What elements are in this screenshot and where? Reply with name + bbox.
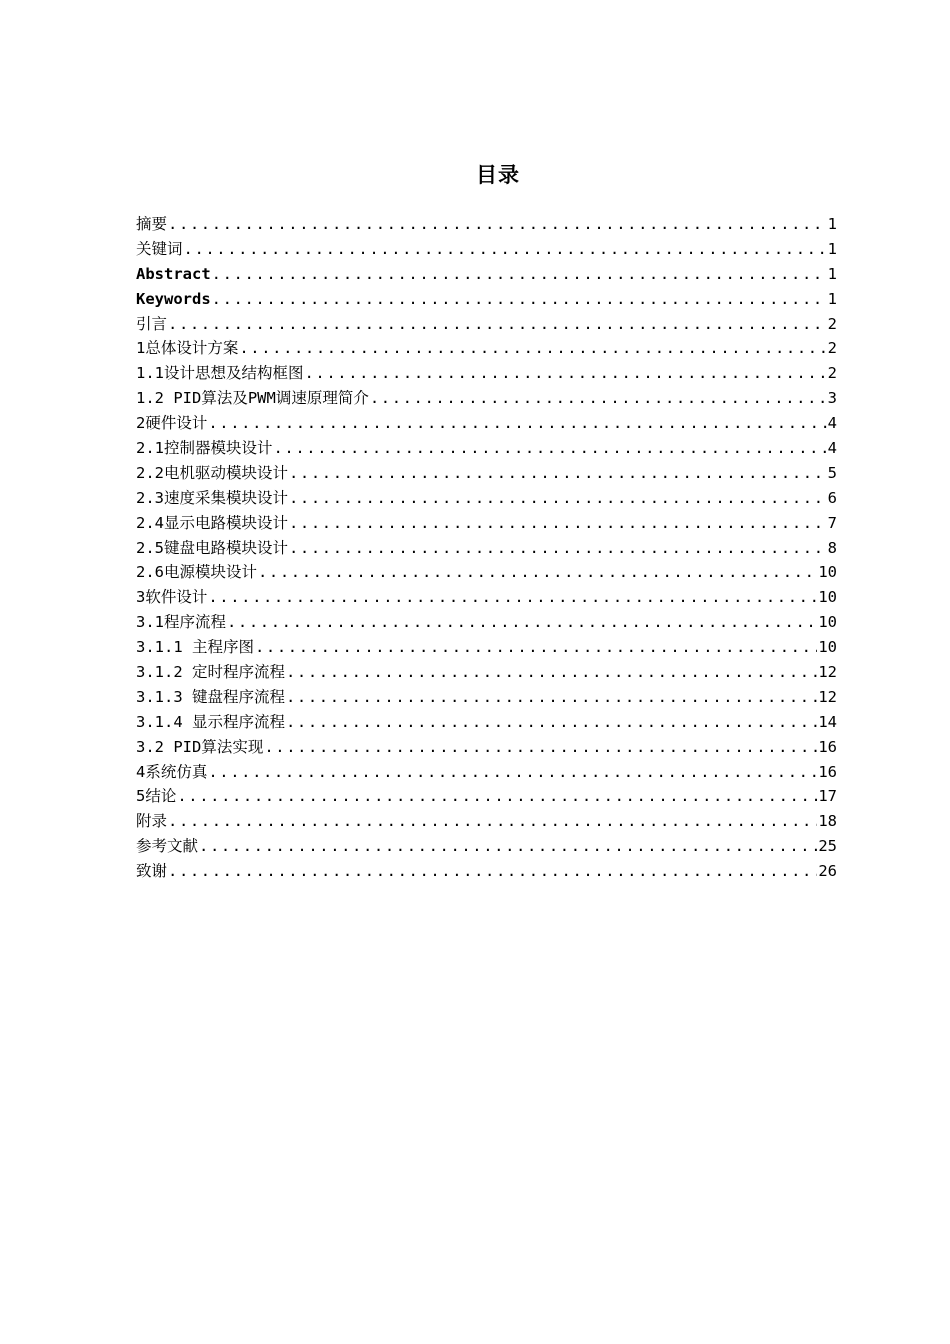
toc-entry-label: 1总体设计方案 bbox=[136, 339, 239, 358]
toc-entry[interactable] bbox=[136, 237, 837, 262]
toc-entry[interactable] bbox=[136, 560, 837, 585]
dot-leader bbox=[168, 212, 827, 237]
toc-entry-page: 7 bbox=[827, 513, 837, 532]
toc-entry-label: 2.1控制器模块设计 bbox=[136, 439, 273, 458]
toc-entry[interactable] bbox=[136, 486, 837, 511]
dot-leader bbox=[168, 312, 827, 337]
toc-entry-page: 10 bbox=[818, 563, 837, 582]
dot-leader bbox=[289, 461, 827, 486]
toc-entry-page: 26 bbox=[818, 862, 837, 881]
toc-entry-page: 4 bbox=[827, 414, 837, 433]
toc-entry-page: 12 bbox=[818, 663, 837, 682]
dot-leader bbox=[212, 262, 827, 287]
dot-leader bbox=[184, 237, 827, 262]
dot-leader bbox=[208, 760, 817, 785]
toc-entry-label: 3.1.4 显示程序流程 bbox=[136, 712, 285, 731]
toc-entry[interactable] bbox=[136, 635, 837, 660]
dot-leader bbox=[199, 834, 817, 859]
toc-entry[interactable] bbox=[136, 585, 837, 610]
toc-entry-page: 1 bbox=[827, 264, 837, 283]
toc-entry-page: 14 bbox=[818, 712, 837, 731]
toc-entry-page: 5 bbox=[827, 463, 837, 482]
toc-entry-label: 3.1程序流程 bbox=[136, 613, 226, 632]
toc-entry-label: 2.3速度采集模块设计 bbox=[136, 488, 288, 507]
toc-entry-page: 2 bbox=[827, 364, 837, 383]
toc-title: 目录 bbox=[476, 163, 520, 187]
toc-entry-label: 2硬件设计 bbox=[136, 414, 208, 433]
toc-entry[interactable] bbox=[136, 710, 837, 735]
dot-leader bbox=[289, 511, 827, 536]
toc-entry[interactable] bbox=[136, 660, 837, 685]
dot-leader bbox=[289, 486, 827, 511]
toc-entry-label: 1.1设计思想及结构框图 bbox=[136, 364, 304, 383]
dot-leader bbox=[239, 336, 826, 361]
dot-leader bbox=[286, 660, 817, 685]
toc-entry[interactable] bbox=[136, 336, 837, 361]
toc-entry-page: 10 bbox=[818, 638, 837, 657]
toc-entry[interactable] bbox=[136, 386, 837, 411]
dot-leader bbox=[370, 386, 827, 411]
toc-entry-page: 3 bbox=[827, 389, 837, 408]
dot-leader bbox=[274, 436, 827, 461]
toc-entry-page: 6 bbox=[827, 488, 837, 507]
toc-entry-label: 5结论 bbox=[136, 787, 177, 806]
toc-entry[interactable] bbox=[136, 262, 837, 287]
toc-entry-label: 3.2 PID算法实现 bbox=[136, 737, 264, 756]
dot-leader bbox=[255, 635, 817, 660]
toc-entry-label: 关键词 bbox=[136, 239, 183, 258]
toc-entry-label: 2.6电源模块设计 bbox=[136, 563, 257, 582]
toc-entry-page: 4 bbox=[827, 439, 837, 458]
toc-entry-label: 附录 bbox=[136, 812, 168, 831]
toc-entry[interactable] bbox=[136, 610, 837, 635]
toc-entry-page: 17 bbox=[818, 787, 837, 806]
toc-entry-page: 10 bbox=[818, 588, 837, 607]
toc-entry-label: 引言 bbox=[136, 314, 168, 333]
toc-entry-page: 16 bbox=[818, 737, 837, 756]
toc-entry-page: 16 bbox=[818, 762, 837, 781]
toc-entry[interactable] bbox=[136, 411, 837, 436]
toc-entry[interactable] bbox=[136, 511, 837, 536]
toc-entry-page: 2 bbox=[827, 314, 837, 333]
toc-entry[interactable] bbox=[136, 784, 837, 809]
toc-entry-page: 10 bbox=[818, 613, 837, 632]
dot-leader bbox=[264, 735, 817, 760]
dot-leader bbox=[286, 685, 817, 710]
toc-entry-label: 3.1.3 键盘程序流程 bbox=[136, 687, 285, 706]
toc-entry[interactable] bbox=[136, 760, 837, 785]
dot-leader bbox=[289, 536, 827, 561]
dot-leader bbox=[286, 710, 817, 735]
dot-leader bbox=[208, 585, 817, 610]
toc-entry[interactable] bbox=[136, 685, 837, 710]
toc-entry[interactable] bbox=[136, 212, 837, 237]
dot-leader bbox=[168, 859, 817, 884]
toc-entry[interactable] bbox=[136, 834, 837, 859]
toc-entry-page: 2 bbox=[827, 339, 837, 358]
toc-entry-label: 1.2 PID算法及PWM调速原理简介 bbox=[136, 389, 369, 408]
toc-entry[interactable] bbox=[136, 436, 837, 461]
toc-entry[interactable] bbox=[136, 536, 837, 561]
toc-entry-page: 12 bbox=[818, 687, 837, 706]
toc-entry[interactable] bbox=[136, 809, 837, 834]
toc-entry-label: Keywords bbox=[136, 289, 211, 308]
toc-entry-label: Abstract bbox=[136, 264, 211, 283]
dot-leader bbox=[258, 560, 817, 585]
toc-entry-label: 3软件设计 bbox=[136, 588, 208, 607]
toc-entry[interactable] bbox=[136, 735, 837, 760]
toc-entry[interactable] bbox=[136, 361, 837, 386]
toc-entry[interactable] bbox=[136, 287, 837, 312]
toc-entry-label: 摘要 bbox=[136, 215, 168, 233]
toc-entry-page: 1 bbox=[827, 215, 837, 233]
toc-entry-page: 8 bbox=[827, 538, 837, 557]
toc-entry-label: 4系统仿真 bbox=[136, 762, 208, 781]
dot-leader bbox=[305, 361, 827, 386]
table-of-contents bbox=[136, 212, 837, 884]
dot-leader bbox=[177, 784, 817, 809]
toc-entry-label: 3.1.1 主程序图 bbox=[136, 638, 254, 657]
toc-entry-label: 3.1.2 定时程序流程 bbox=[136, 663, 285, 682]
dot-leader bbox=[212, 287, 827, 312]
toc-entry-page: 1 bbox=[827, 289, 837, 308]
toc-entry[interactable] bbox=[136, 312, 837, 337]
toc-entry-page: 25 bbox=[818, 837, 837, 856]
toc-entry-page: 18 bbox=[818, 812, 837, 831]
toc-entry-label: 2.2电机驱动模块设计 bbox=[136, 463, 288, 482]
toc-entry-label: 2.5键盘电路模块设计 bbox=[136, 538, 288, 557]
toc-entry-label: 参考文献 bbox=[136, 837, 199, 856]
toc-entry[interactable] bbox=[136, 859, 837, 884]
toc-entry-page: 1 bbox=[827, 239, 837, 258]
toc-entry[interactable] bbox=[136, 461, 837, 486]
dot-leader bbox=[168, 809, 817, 834]
toc-entry-label: 致谢 bbox=[136, 862, 168, 881]
dot-leader bbox=[227, 610, 817, 635]
dot-leader bbox=[208, 411, 826, 436]
toc-entry-label: 2.4显示电路模块设计 bbox=[136, 513, 288, 532]
